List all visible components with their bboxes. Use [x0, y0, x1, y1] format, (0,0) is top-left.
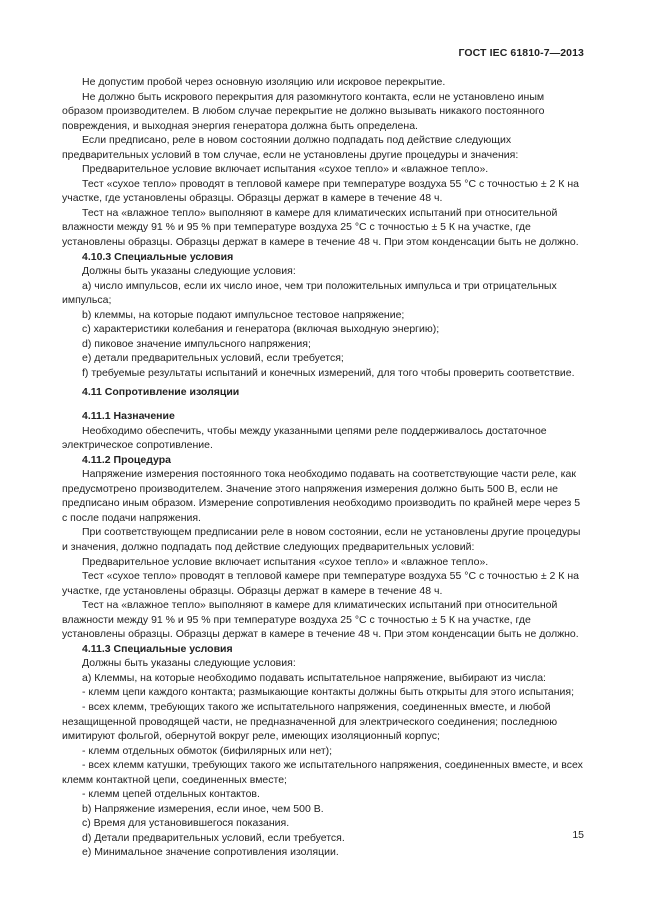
paragraph: c) Время для установившегося показания.: [82, 817, 290, 830]
paragraph: Тест на «влажное тепло» выполняют в камере для климатических испытаний при относительной влажности между 91 % и 95 % при температуре воздуха 25 °С с точностью ± 5 К на участке, где установлены образцы. Образцы держат в камере в течение 48 ч. При этом конденсации быть не должно.: [62, 599, 579, 641]
paragraph: - всех клемм катушки, требующих такого же испытательного напряжения, соединенных вместе, и всех клемм контактной цепи, соединенных вместе;: [62, 759, 583, 786]
paragraph: - клемм отдельных обмоток (бифилярных или нет);: [82, 744, 333, 757]
paragraph: b) Напряжение измерения, если иное, чем 500 В.: [82, 802, 324, 815]
paragraph: Напряжение измерения постоянного тока необходимо подавать на соответствующие части реле, как предусмотрено производителем. Значение этого напряжения измерения должно быть 500 В, если не предписано иным образом. Измерение сопротивления необходимо производить по крайней мере через 5 с после подачи напряжения.: [62, 468, 581, 524]
paragraph: Тест «сухое тепло» проводят в тепловой камере при температуре воздуха 55 °С с точностью ± 2 К на участке, где установлены образцы. Образцы держат в камере в течение 48 ч.: [62, 177, 579, 205]
paragraph: c) характеристики колебания и генератора (включая выходную энергию);: [82, 323, 440, 336]
paragraph: Предварительное условие включает испытания «сухое тепло» и «влажное тепло».: [82, 555, 489, 568]
paragraph: - клемм цепей отдельных контактов.: [82, 788, 260, 801]
paragraph: - клемм цепи каждого контакта; размыкающие контакты должны быть открыты для этого испытания;: [82, 686, 575, 699]
paragraph: Тест «сухое тепло» проводят в тепловой камере при температуре воздуха 55 °С с точностью ± 2 К на участке, где установлены образцы. Образцы держат в камере в течение 48 ч.: [62, 570, 579, 597]
document-body: [62, 75, 586, 860]
paragraph: Должны быть указаны следующие условия:: [82, 265, 296, 278]
page-number: 15: [572, 829, 584, 841]
paragraph: d) пиковое значение импульсного напряжения;: [82, 337, 311, 350]
section-heading: 4.11.2 Процедура: [82, 453, 171, 466]
section-heading: 4.11 Сопротивление изоляции: [82, 386, 240, 399]
paragraph: a) число импульсов, если их число иное, чем три положительных импульса и три отрицательных импульса;: [62, 279, 557, 307]
paragraph: f) требуемые результаты испытаний и конечных измерений, для того чтобы проверить соответствие.: [82, 366, 575, 379]
section-heading: 4.10.3 Специальные условия: [82, 250, 234, 263]
paragraph: Не допустим пробой через основную изоляцию или искровое перекрытие.: [82, 76, 446, 88]
paragraph: d) Детали предварительных условий, если требуется.: [82, 831, 345, 844]
paragraph: b) клеммы, на которые подают импульсное тестовое напряжение;: [82, 308, 405, 321]
paragraph: Должны быть указаны следующие условия:: [82, 657, 296, 670]
paragraph: a) Клеммы, на которые необходимо подавать испытательное напряжение, выбирают из числа:: [82, 671, 546, 684]
paragraph: Необходимо обеспечить, чтобы между указанными цепями реле поддерживалось достаточное электрическое сопротивление.: [62, 424, 547, 452]
paragraph: Если предписано, реле в новом состоянии должно подпадать под действие следующих предварительных условий в том случае, если не установлены другие процедуры и значения:: [62, 134, 519, 161]
section-heading: 4.11.3 Специальные условия: [82, 642, 233, 655]
paragraph: Не должно быть искрового перекрытия для разомкнутого контакта, если не установлено иным образом производителем. В любом случае перекрытие не должно вызывать никакого постоянного повреждения, и выходная энергия генератора должна быть определена.: [62, 90, 545, 132]
paragraph: e) детали предварительных условий, если требуется;: [82, 352, 344, 365]
standard-header: ГОСТ IEC 61810-7—2013: [458, 47, 584, 59]
paragraph: - всех клемм, требующих такого же испытательного напряжения, соединенных вместе, и любой незащищенной проводящей части, не предназначенной для электрического соединения; последнюю имитируют фольгой, обернутой вокруг реле, имеющих изоляционный корпус;: [62, 700, 558, 743]
paragraph: Предварительное условие включает испытания «сухое тепло» и «влажное тепло».: [82, 163, 489, 176]
paragraph: При соответствующем предписании реле в новом состоянии, если не установлены другие процедуры и значения, должно подпадать под действие следующих предварительных условий:: [62, 526, 581, 553]
paragraph: e) Минимальное значение сопротивления изоляции.: [82, 846, 339, 859]
section-heading: 4.11.1 Назначение: [82, 410, 175, 423]
paragraph: Тест на «влажное тепло» выполняют в камере для климатических испытаний при относительной влажности между 91 % и 95 % при температуре воздуха 25 °С с точностью ± 5 К на участке, где установлены образцы. Образцы держат в камере в течение 48 ч. При этом конденсации быть не должно.: [62, 206, 579, 249]
